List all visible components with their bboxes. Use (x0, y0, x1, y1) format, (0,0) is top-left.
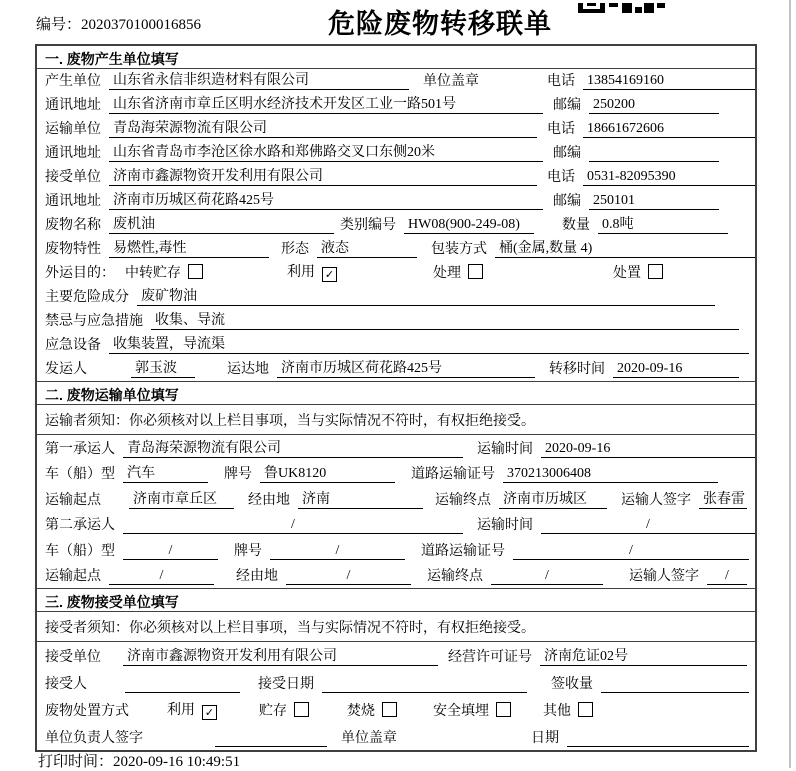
option-dispose (613, 262, 663, 282)
field-row-route-1 (37, 486, 755, 512)
checkbox-store (294, 702, 309, 717)
field-row-responsible-signature (37, 723, 755, 750)
field-label: 运达地 (227, 362, 269, 377)
field-row-transfer-purpose (37, 261, 755, 285)
field-value: 废机油 (109, 213, 334, 234)
field-value: 山东省永信非织造材料有限公司 (109, 69, 409, 90)
checkbox-treat (468, 264, 483, 279)
field-label: 运输起点 (45, 492, 101, 508)
field-value: / (541, 517, 755, 534)
field-value: / (109, 568, 214, 585)
field-label: 电话 (547, 170, 575, 185)
page-title: 危险废物转移联单 (328, 9, 552, 39)
field-value: / (491, 568, 603, 585)
field-label: 应急设备 (45, 338, 101, 353)
field-value: 易燃性,毒性 (109, 237, 269, 258)
field-label: 发运人 (45, 362, 87, 377)
qr-code-icon (578, 0, 666, 18)
field-label: 经由地 (236, 569, 278, 584)
field-label: 运输时间 (477, 441, 533, 457)
field-row-disposal-method (37, 696, 755, 723)
option-label: 利用 (167, 703, 195, 718)
field-label: 签收量 (551, 677, 593, 692)
field-value: / (123, 543, 218, 560)
field-label: 道路运输证号 (411, 467, 495, 482)
field-row-receiver-address (37, 189, 755, 213)
field-value: 汽车 (123, 462, 208, 483)
field-value: / (707, 568, 747, 585)
option-label: 焚烧 (347, 704, 375, 719)
option-label: 其他 (543, 704, 571, 719)
field-value: / (123, 517, 463, 534)
field-value: 山东省青岛市李沧区徐水路和郑佛路交叉口东侧20米 (109, 141, 543, 162)
field-label: 接受日期 (258, 677, 314, 692)
field-value: 桶(金属,数量 4) (495, 237, 755, 258)
field-label: 日期 (531, 731, 559, 746)
option-treat (433, 262, 483, 282)
field-label: 运输终点 (427, 569, 483, 584)
field-row-waste-name (37, 213, 755, 237)
field-label: 通讯地址 (45, 194, 101, 209)
checkbox-transfer-storage (188, 264, 203, 279)
field-label: 通讯地址 (45, 98, 101, 113)
field-label: 运输起点 (45, 569, 101, 584)
field-label: 接受单位 (45, 170, 101, 185)
page-scan-edge-line (789, 0, 791, 768)
field-row-acceptor (37, 669, 755, 696)
field-value: / (286, 568, 411, 585)
waste-transfer-form (35, 44, 757, 752)
field-value: 收集、导流 (151, 309, 739, 330)
section-1-header: 一. 废物产生单位填写 (37, 46, 755, 69)
option-utilize (167, 699, 217, 720)
field-label: 包装方式 (431, 242, 487, 257)
field-value: 废矿物油 (137, 285, 715, 306)
unit-seal-label: 单位盖章 (423, 74, 479, 89)
checkbox-utilize-checked: ✓ (202, 705, 217, 720)
field-value: 青岛海荣源物流有限公司 (123, 437, 463, 458)
field-value: 250200 (589, 97, 719, 114)
option-label: 处置 (613, 266, 641, 281)
field-row-second-carrier (37, 512, 755, 538)
field-label: 第二承运人 (45, 518, 115, 533)
field-label: 运输人签字 (629, 569, 699, 584)
field-row-producer-address (37, 93, 755, 117)
field-row-producer-unit (37, 69, 755, 93)
field-value: / (513, 543, 749, 560)
field-row-vehicle-1 (37, 461, 755, 487)
field-label: 牌号 (234, 543, 262, 559)
field-value: 250101 (589, 193, 719, 210)
field-value-blank (601, 676, 749, 693)
field-value: 液态 (317, 237, 417, 258)
option-label: 处理 (433, 266, 461, 281)
option-utilize (287, 261, 337, 282)
option-other (543, 700, 593, 720)
field-value: 2020-09-16 (613, 361, 739, 378)
field-label: 主要危险成分 (45, 290, 129, 305)
field-label: 经营许可证号 (448, 650, 532, 665)
serial-number-line (36, 13, 201, 34)
field-label: 转移时间 (549, 362, 605, 377)
print-time-value: 2020-09-16 10:49:51 (113, 754, 241, 770)
section-3-notice: 接受者须知：你必须核对以上栏目事项，当与实际情况不符时，有权拒绝接受。 (37, 612, 755, 642)
option-transfer-storage (125, 262, 203, 282)
field-value: 0531-82095390 (583, 169, 755, 186)
field-row-emergency-equipment (37, 333, 755, 357)
field-value: 济南市历城区荷花路425号 (277, 357, 535, 378)
section-2-header: 二. 废物运输单位填写 (37, 381, 755, 405)
field-row-first-carrier (37, 435, 755, 461)
option-landfill (433, 700, 511, 720)
field-row-route-2 (37, 563, 755, 589)
field-value: 0.8吨 (598, 213, 728, 234)
field-row-emergency-measures (37, 309, 755, 333)
field-label: 第一承运人 (45, 441, 115, 457)
field-label: 运输时间 (477, 518, 533, 533)
checkbox-other (578, 702, 593, 717)
field-row-accepting-unit (37, 642, 755, 669)
section-3-header: 三. 废物接受单位填写 (37, 588, 755, 612)
field-label: 单位负责人签字 (45, 731, 143, 746)
field-label: 道路运输证号 (421, 543, 505, 559)
field-row-waste-character (37, 237, 755, 261)
field-value: 鲁UK8120 (260, 462, 395, 483)
field-value: 青岛海荣源物流有限公司 (109, 117, 537, 138)
section-2-notice: 运输者须知：你必须核对以上栏目事项，当与实际情况不符时，有权拒绝接受。 (37, 405, 755, 435)
field-label: 接受单位 (45, 650, 101, 665)
field-value: 370213006408 (503, 466, 718, 483)
field-value: 济南市历城区荷花路425号 (109, 189, 543, 210)
option-store (259, 700, 309, 720)
checkbox-landfill (496, 702, 511, 717)
field-label: 车（船）型 (45, 467, 115, 482)
checkbox-dispose (648, 264, 663, 279)
option-incinerate (347, 700, 397, 720)
field-label: 数量 (562, 218, 590, 233)
field-label: 通讯地址 (45, 146, 101, 161)
field-value: 收集装置，导流渠 (109, 333, 749, 354)
field-value: 山东省济南市章丘区明水经济技术开发区工业一路501号 (109, 93, 543, 114)
field-label: 类别编号 (340, 218, 396, 233)
serial-label: 编号： (36, 17, 82, 33)
field-row-receiver-unit (37, 165, 755, 189)
option-label: 利用 (287, 265, 315, 280)
field-value-blank (567, 730, 749, 747)
field-value: 济南危证02号 (540, 645, 747, 666)
field-row-transport-address (37, 141, 755, 165)
field-value: 郭玉波 (131, 357, 195, 378)
field-label: 接受人 (45, 677, 87, 692)
field-label: 电话 (547, 122, 575, 137)
field-value: 济南市历城区 (499, 488, 607, 509)
field-value-blank (125, 676, 240, 693)
field-label: 废物特性 (45, 242, 101, 257)
checkbox-utilize-checked: ✓ (322, 267, 337, 282)
field-value: / (270, 543, 405, 560)
field-value: 济南 (298, 488, 423, 509)
field-label: 禁忌与应急措施 (45, 314, 143, 329)
field-value: 张春雷 (699, 488, 747, 509)
field-value: 济南市鑫源物资开发利用有限公司 (123, 645, 438, 666)
field-label: 产生单位 (45, 74, 101, 89)
field-value-blank (215, 730, 327, 747)
field-value: 2020-09-16 (541, 441, 755, 458)
field-row-transport-unit (37, 117, 755, 141)
field-label: 牌号 (224, 467, 252, 482)
field-row-consignor (37, 357, 755, 381)
field-label: 运输终点 (435, 492, 491, 508)
print-time-label: 打印时间： (38, 754, 114, 770)
option-label: 贮存 (259, 704, 287, 719)
field-label: 车（船）型 (45, 543, 115, 559)
field-label: 电话 (547, 74, 575, 89)
field-label: 废物名称 (45, 218, 101, 233)
field-value: 13854169160 (583, 73, 755, 90)
field-value: 济南市章丘区 (129, 488, 234, 509)
serial-number: 2020370100016856 (81, 17, 202, 33)
field-value: 18661672606 (583, 121, 755, 138)
field-label: 运输人签字 (621, 492, 691, 508)
field-label: 邮编 (553, 194, 581, 209)
unit-seal-label: 单位盖章 (341, 731, 397, 746)
option-label: 安全填埋 (433, 704, 489, 719)
field-value: HW08(900-249-08) (404, 217, 534, 234)
field-label: 运输单位 (45, 122, 101, 137)
field-value: 济南市鑫源物资开发利用有限公司 (109, 165, 537, 186)
field-label: 经由地 (248, 492, 290, 508)
field-value-blank (322, 676, 527, 693)
checkbox-incinerate (382, 702, 397, 717)
field-label: 形态 (281, 242, 309, 257)
option-label: 中转贮存 (125, 266, 181, 281)
field-label: 外运目的： (45, 266, 115, 281)
field-label: 邮编 (553, 98, 581, 113)
field-value-blank (589, 145, 719, 162)
field-label: 废物处置方式 (45, 704, 129, 719)
field-row-main-hazard (37, 285, 755, 309)
field-row-vehicle-2 (37, 537, 755, 563)
field-label: 邮编 (553, 146, 581, 161)
